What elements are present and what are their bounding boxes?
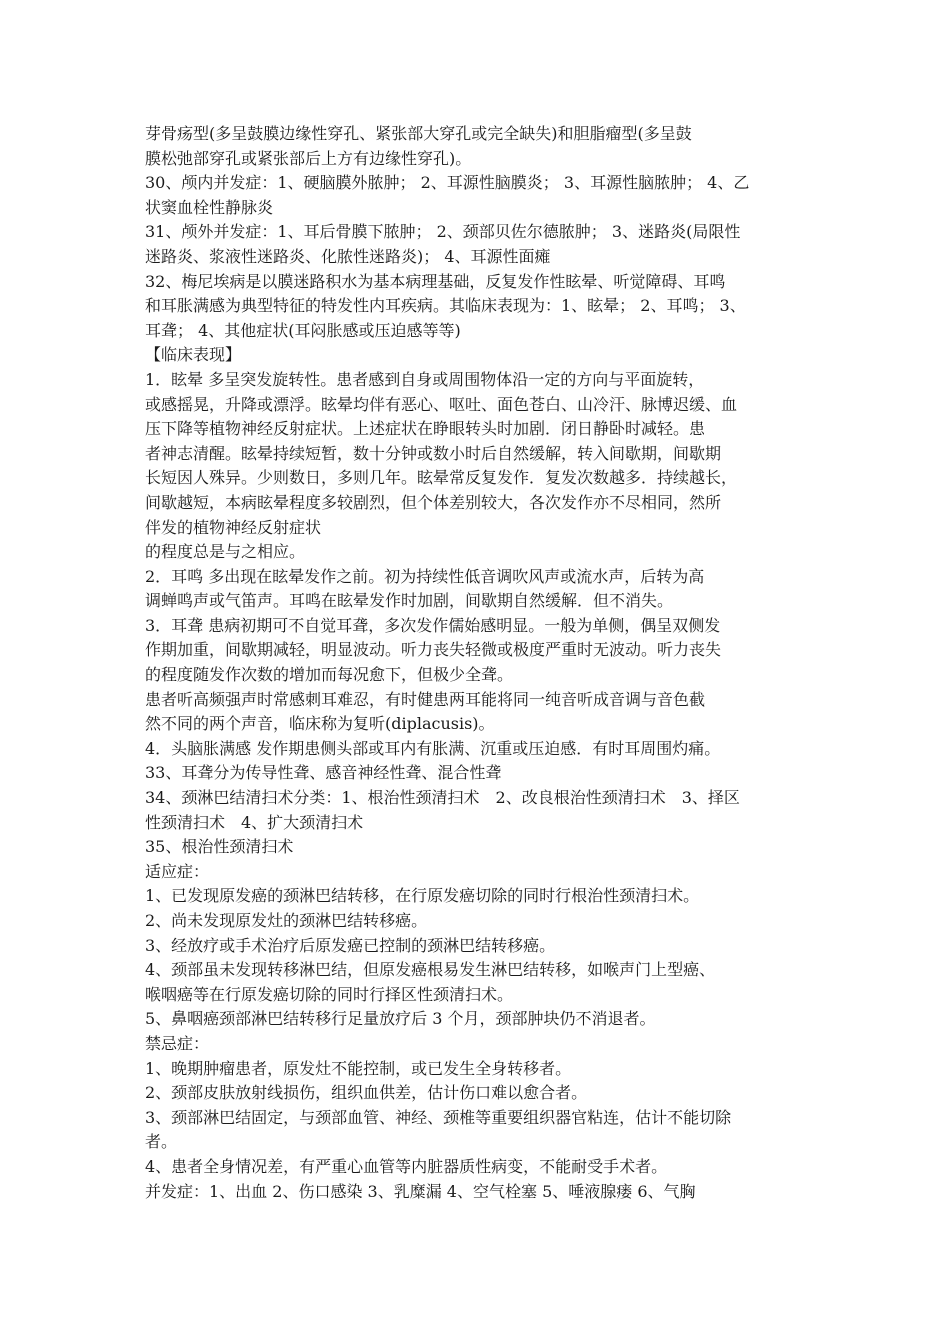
- text-line: 和耳胀满感为典型特征的特发性内耳疾病。其临床表现为：1、眩晕； 2、耳鸣； 3、: [145, 296, 746, 316]
- text-line: 喉咽癌等在行原发癌切除的同时行择区性颈清扫术。: [145, 984, 514, 1004]
- text-line: 1、已发现原发癌的颈淋巴结转移，在行原发癌切除的同时行根治性颈清扫术。: [145, 886, 700, 906]
- text-line: 长短因人殊异。少则数日，多则几年。眩晕常反复发作．复发次数越多．持续越长，: [145, 468, 738, 488]
- text-line: 的程度总是与之相应。: [145, 542, 306, 562]
- text-line: 2、颈部皮肤放射线损伤，组织血供差，估计伤口难以愈合者。: [145, 1083, 588, 1103]
- text-line: 患者听高频强声时常感刺耳难忍，有时健患两耳能将同一纯音听成音调与音色截: [145, 689, 706, 709]
- text-line: 33、耳聋分为传导性聋、感音神经性聋、混合性聋: [145, 763, 502, 783]
- document-body: [145, 122, 810, 1204]
- text-line: 3、颈部淋巴结固定，与颈部血管、神经、颈椎等重要组织器官粘连，估计不能切除: [145, 1107, 732, 1127]
- text-line: 【临床表现】: [145, 345, 242, 365]
- text-line: 30、颅内并发症：1、硬脑膜外脓肿； 2、耳源性脑膜炎； 3、耳源性脑脓肿； 4、乙: [145, 173, 750, 193]
- text-line: 间歇越短，本病眩晕程度多较剧烈，但个体差别较大，各次发作亦不尽相同，然所: [145, 492, 722, 512]
- text-line: 调蝉鸣声或气笛声。耳鸣在眩晕发作时加剧，间歇期自然缓解．但不消失。: [145, 591, 674, 611]
- text-line: 禁忌症：: [145, 1033, 210, 1053]
- text-line: 的程度随发作次数的增加而每况愈下，但极少全聋。: [145, 665, 514, 685]
- text-line: 并发症：1、出血 2、伤口感染 3、乳糜漏 4、空气栓塞 5、唾液腺瘘 6、气胸: [145, 1181, 696, 1201]
- text-line: 伴发的植物神经反射症状: [145, 517, 322, 537]
- text-line: 32、梅尼埃病是以膜迷路积水为基本病理基础，反复发作性眩晕、听觉障碍、耳鸣: [145, 271, 726, 291]
- text-line: 迷路炎、浆液性迷路炎、化脓性迷路炎)； 4、耳源性面瘫: [145, 246, 551, 266]
- text-line: 适应症：: [145, 861, 210, 881]
- text-line: 34、颈淋巴结清扫术分类：1、根治性颈清扫术 2、改良根治性颈清扫术 3、择区: [145, 788, 740, 808]
- text-line: 压下降等植物神经反射症状。上述症状在睁眼转头时加剧．闭日静卧时减轻。患: [145, 419, 706, 439]
- text-line: 3、经放疗或手术治疗后原发癌已控制的颈淋巴结转移癌。: [145, 935, 556, 955]
- text-line: 4、颈部虽未发现转移淋巴结，但原发癌根易发生淋巴结转移，如喉声门上型癌、: [145, 960, 716, 980]
- text-line: 4．头脑胀满感 发作期患侧头部或耳内有胀满、沉重或压迫感．有时耳周围灼痛。: [145, 738, 721, 758]
- text-line: 耳聋； 4、其他症状(耳闷胀感或压迫感等等): [145, 320, 461, 340]
- text-line: 2．耳鸣 多出现在眩晕发作之前。初为持续性低音调吹风声或流水声，后转为高: [145, 566, 705, 586]
- text-line: 者神志清醒。眩晕持续短暂，数十分钟或数小时后自然缓解，转入间歇期，间歇期: [145, 443, 722, 463]
- text-line: 或感摇晃，升降或漂浮。眩晕均伴有恶心、呕吐、面色苍白、山冷汗、脉博迟缓、血: [145, 394, 738, 414]
- text-line: 然不同的两个声音，临床称为复听(diplacusis)。: [145, 714, 495, 734]
- text-line: 5、鼻咽癌颈部淋巴结转移行足量放疗后 3 个月，颈部肿块仍不消退者。: [145, 1009, 656, 1029]
- text-line: 3．耳聋 患病初期可不自觉耳聋，多次发作儒始感明显。一般为单侧，偶呈双侧发: [145, 615, 721, 635]
- text-line: 状窦血栓性静脉炎: [145, 197, 274, 217]
- text-line: 者。: [145, 1132, 178, 1152]
- text-line: 芽骨疡型(多呈鼓膜边缘性穿孔、紧张部大穿孔或完全缺失)和胆脂瘤型(多呈鼓: [145, 124, 692, 143]
- text-line: 膜松弛部穿孔或紧张部后上方有边缘性穿孔)。: [145, 148, 472, 168]
- text-line: 1．眩晕 多呈突发旋转性。患者感到自身或周围物体沿一定的方向与平面旋转，: [145, 369, 705, 389]
- text-line: 35、根治性颈清扫术: [145, 837, 294, 857]
- text-line: 31、颅外并发症：1、耳后骨膜下脓肿； 2、颈部贝佐尔德脓肿； 3、迷路炎(局限性: [145, 222, 741, 242]
- text-line: 性颈清扫术 4、扩大颈清扫术: [145, 812, 364, 832]
- text-line: 作期加重，间歇期减轻，明显波动。听力丧失轻微或极度严重时无波动。听力丧失: [145, 640, 722, 660]
- text-line: 4、患者全身情况差，有严重心血管等内脏器质性病变，不能耐受手术者。: [145, 1156, 668, 1176]
- text-line: 2、尚未发现原发灶的颈淋巴结转移癌。: [145, 911, 428, 930]
- text-line: 1、晚期肿瘤患者，原发灶不能控制，或已发生全身转移者。: [145, 1058, 572, 1078]
